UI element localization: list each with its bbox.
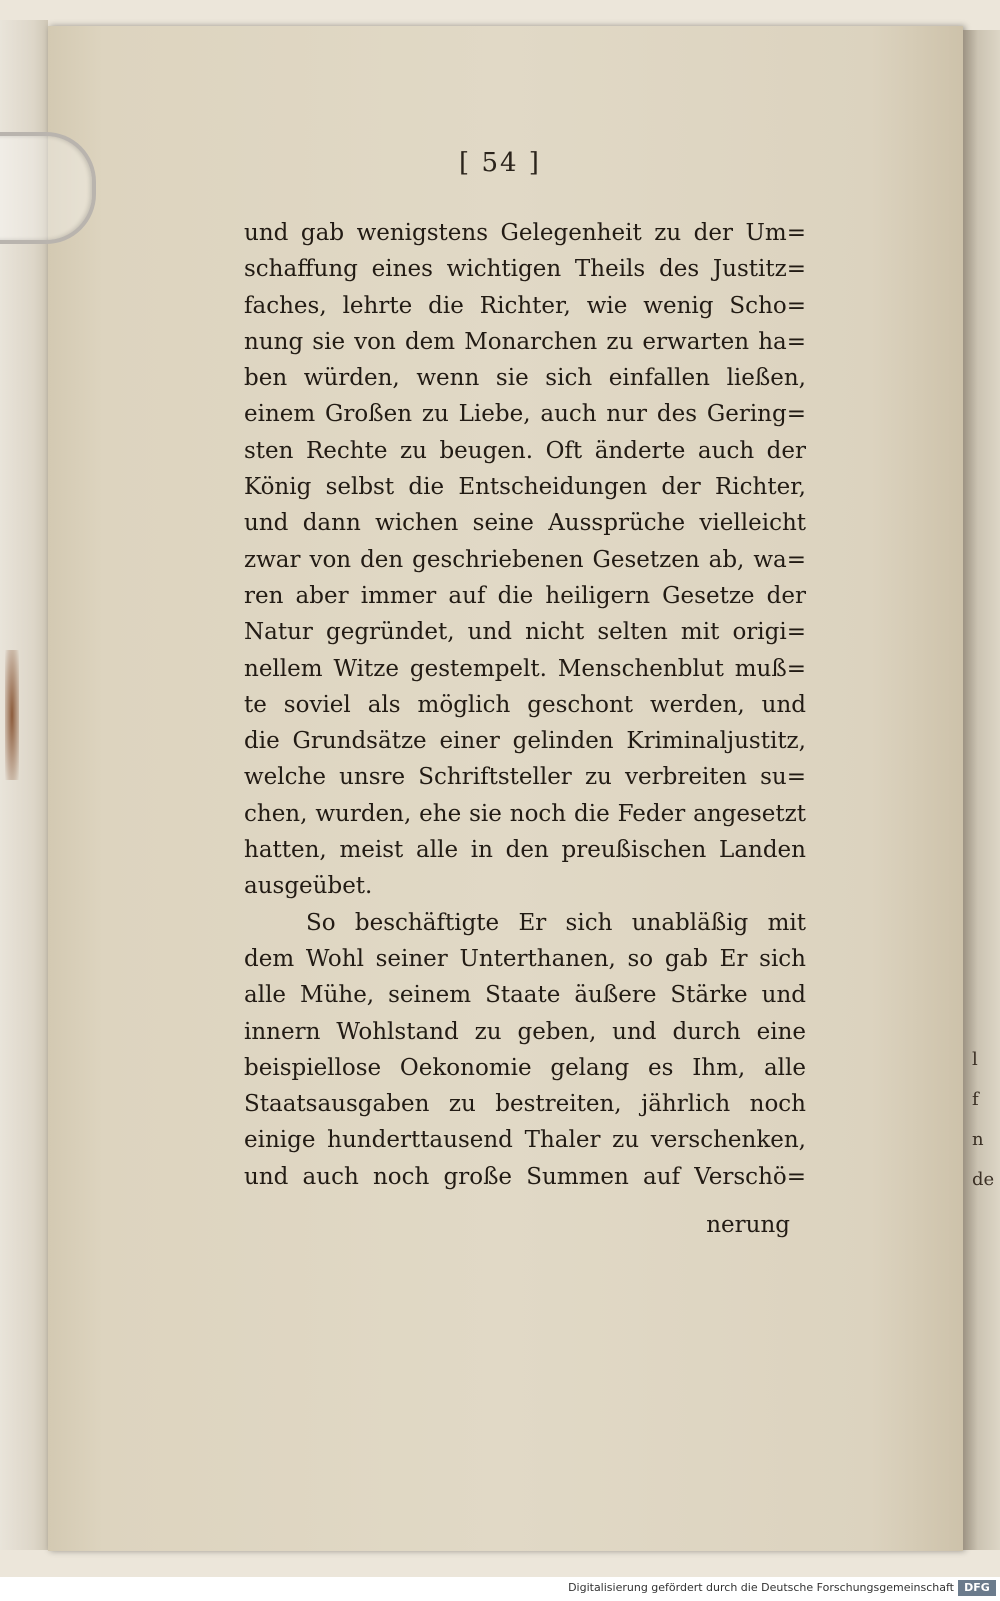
text-line: hatten, meist alle in den preußischen Landen: [244, 837, 806, 864]
text-line: und gab wenigstens Gelegenheit zu der Um=: [244, 220, 806, 246]
text-line: So beschäftigte Er sich unabläßig mit: [306, 909, 806, 936]
page-stain: [5, 650, 19, 780]
text-line: chen, wurden, ehe sie noch die Feder angesetzt: [244, 800, 806, 827]
body-text: [244, 215, 806, 1195]
text-line: welche unsre Schriftsteller zu verbreiten su=: [244, 764, 806, 791]
funding-notice: Digitalisierung gefördert durch die Deutsche Forschungsgemeinschaft: [568, 1581, 954, 1594]
catchword: nerung: [706, 1212, 790, 1238]
text-line: ben würden, wenn sie sich einfallen ließen,: [244, 365, 806, 392]
text-line: und auch noch große Summen auf Verschö=: [244, 1163, 806, 1190]
text-line: zwar von den geschriebenen Gesetzen ab, wa=: [244, 546, 806, 573]
text-line: beispiellose Oekonomie gelang es Ihm, alle: [244, 1054, 806, 1081]
text-line: nung sie von dem Monarchen zu erwarten ha=: [244, 328, 806, 355]
dfg-logo: DFG: [958, 1580, 996, 1596]
footer-bar: [0, 1577, 1000, 1601]
previous-page-edge: [0, 20, 48, 1550]
text-line: König selbst die Entscheidungen der Richter,: [244, 474, 806, 501]
text-line: Staatsausgaben zu bestreiten, jährlich noch: [244, 1091, 806, 1118]
text-line: ren aber immer auf die heiligern Gesetze der: [244, 582, 806, 609]
text-line: einige hunderttausend Thaler zu verschenken,: [244, 1127, 806, 1154]
text-line: faches, lehrte die Richter, wie wenig Scho=: [244, 292, 806, 319]
text-line: innern Wohlstand zu geben, und durch eine: [244, 1018, 806, 1045]
text-line: sten Rechte zu beugen. Oft änderte auch der: [244, 437, 806, 464]
text-line: schaffung eines wichtigen Theils des Justitz=: [244, 256, 806, 283]
next-page-text-fragment: l f n de: [972, 1049, 995, 1190]
text-line: die Grundsätze einer gelinden Kriminaljustitz,: [244, 728, 806, 755]
text-line: und dann wichen seine Aussprüche vielleicht: [244, 510, 806, 537]
text-line: einem Großen zu Liebe, auch nur des Gering=: [244, 401, 806, 428]
next-page-edge: [963, 30, 1000, 1550]
text-line: dem Wohl seiner Unterthanen, so gab Er sich: [244, 945, 806, 972]
text-line: te soviel als möglich geschont werden, und: [244, 691, 806, 718]
page-number: [ 54 ]: [459, 148, 541, 178]
text-line: nellem Witze gestempelt. Menschenblut muß=: [244, 655, 806, 682]
text-line: alle Mühe, seinem Staate äußere Stärke und: [244, 982, 806, 1009]
text-line: ausgeübet.: [244, 873, 373, 900]
text-line: Natur gegründet, und nicht selten mit origi=: [244, 619, 806, 646]
